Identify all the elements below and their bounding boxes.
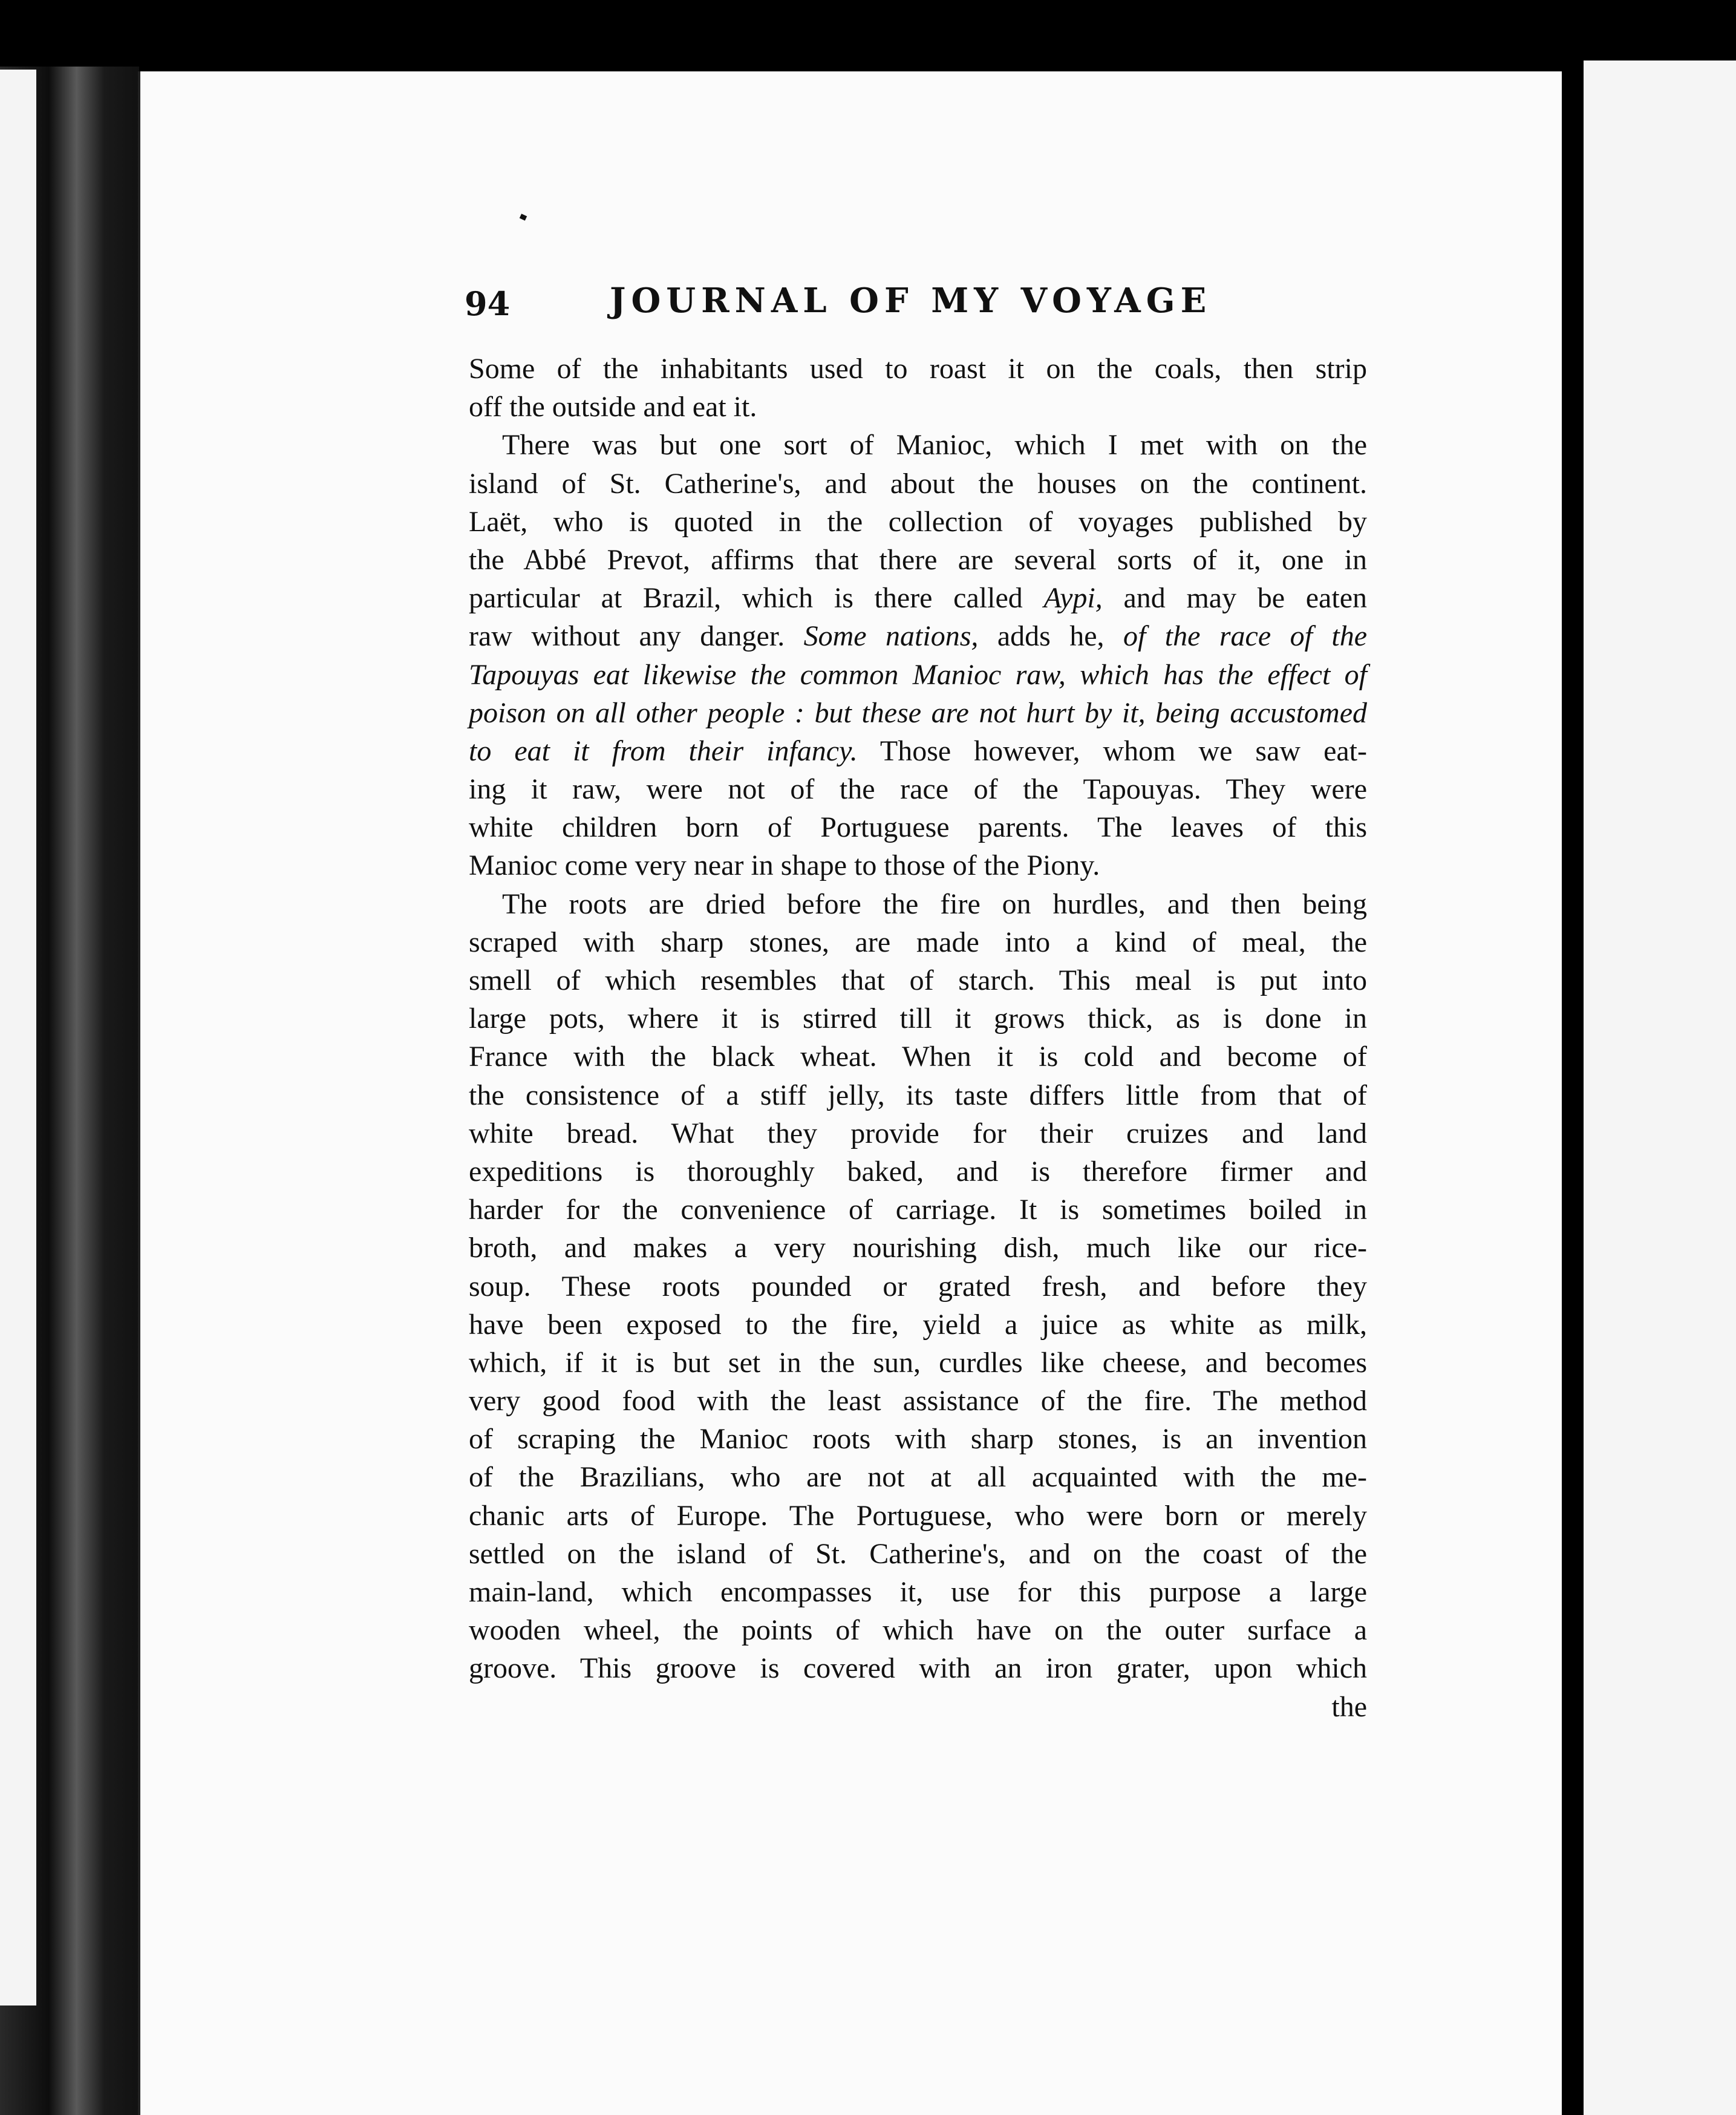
text-line: Laët, who is quoted in the collection of voyages published by <box>469 505 1367 538</box>
text-line: the Abbé Prevot, affirms that there are several sorts of it, one in <box>469 543 1367 576</box>
text-line: France with the black wheat. When it is cold and become of <box>469 1041 1367 1073</box>
text-line: Manioc come very near in shape to those of the Piony. <box>469 849 1100 882</box>
text-line: particular at Brazil, which is there called Aypi, and may be eaten <box>469 582 1368 615</box>
italic-text-line: Tapouyas eat likewise the common Manioc raw, which has the effect of <box>469 658 1367 691</box>
italic-text-line: poison on all other people : but these are not hurt by it, being accustomed <box>469 696 1367 729</box>
text-line: white bread. What they provide for their cruizes and land <box>469 1117 1367 1149</box>
text-line: expeditions is thoroughly baked, and is therefore firmer and <box>469 1155 1367 1188</box>
text-line: which, if it is but set in the sun, curdles like cheese, and becomes <box>469 1346 1367 1379</box>
text-line: to eat it from their infancy. Those however, whom we saw eat- <box>469 734 1367 767</box>
text-line: groove. This groove is covered with an iron grater, upon which <box>469 1652 1367 1685</box>
text-line: wooden wheel, the points of which have on the outer surface a <box>469 1614 1367 1647</box>
running-head-title: JOURNAL OF MY VOYAGE <box>610 281 1212 321</box>
text-line: off the outside and eat it. <box>469 391 757 423</box>
text-line: chanic arts of Europe. The Portuguese, who were born or merely <box>469 1499 1367 1532</box>
text-line: raw without any danger. Some nations, adds he, of the race of the <box>469 620 1367 653</box>
text-line: main-land, which encompasses it, use for this purpose a large <box>469 1576 1367 1608</box>
text-line: the consistence of a stiff jelly, its taste differs little from that of <box>469 1079 1367 1111</box>
text-line: broth, and makes a very nourishing dish, much like our rice- <box>469 1232 1367 1264</box>
body-text <box>469 350 1367 1726</box>
text-line: soup. These roots pounded or grated fresh, and before they <box>469 1270 1367 1303</box>
paragraph-start-line: There was but one sort of Manioc, which I met with on the <box>502 429 1367 462</box>
running-head <box>465 277 1372 332</box>
text-line: white children born of Portuguese parents. The leaves of this <box>469 811 1367 844</box>
text-line: ing it raw, were not of the race of the Tapouyas. They were <box>469 773 1367 806</box>
text-line: smell of which resembles that of starch. This meal is put into <box>469 964 1367 996</box>
text-line: have been exposed to the fire, yield a juice as white as milk, <box>469 1308 1367 1341</box>
text-line: island of St. Catherine's, and about the houses on the continent. <box>469 467 1367 500</box>
gutter-shadow <box>1559 54 1584 2115</box>
text-line: scraped with sharp stones, are made into a kind of meal, the <box>469 926 1367 958</box>
paragraph-start-line: The roots are dried before the fire on hurdles, and then being <box>502 888 1367 920</box>
facing-page-edge <box>1584 60 1736 2115</box>
text-line: settled on the island of St. Catherine's, and on the coast of the <box>469 1537 1367 1570</box>
text-line: harder for the convenience of carriage. It is sometimes boiled in <box>469 1194 1367 1226</box>
text-line: Some of the inhabitants used to roast it on the coals, then strip <box>469 353 1367 385</box>
text-line: of the Brazilians, who are not at all acquainted with the me- <box>469 1461 1367 1494</box>
text-line: of scraping the Manioc roots with sharp stones, is an invention <box>469 1423 1367 1456</box>
page-number: 94 <box>465 284 511 323</box>
catchword: the <box>1331 1690 1367 1723</box>
previous-page-edge <box>0 70 36 2005</box>
text-line: large pots, where it is stirred till it grows thick, as is done in <box>469 1002 1367 1035</box>
text-line: very good food with the least assistance of the fire. The method <box>469 1385 1367 1417</box>
